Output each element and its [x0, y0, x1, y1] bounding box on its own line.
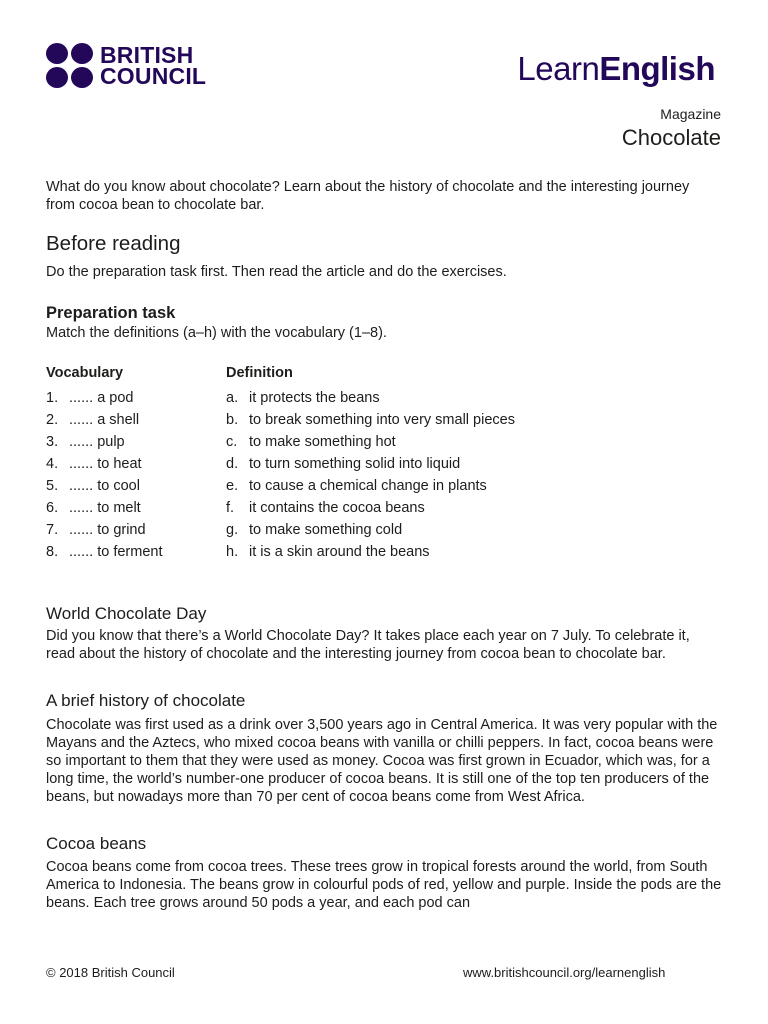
vocab-word: ...... to melt: [69, 500, 141, 516]
cocoa-beans-text: Cocoa beans come from cocoa trees. These trees grow in tropical forests around the world, from South America to Indonesia. The beans grow in colourful pods of red, yellow and purple. Inside the pods are the beans. Each tree grows around 50 pods a year, and each pod can: [46, 859, 722, 911]
vocab-word: ...... to cool: [69, 478, 140, 494]
before-reading-text: Do the preparation task first. Then read the article and do the exercises.: [46, 264, 507, 280]
before-reading-section: [46, 232, 722, 256]
history-text: Chocolate was first used as a drink over 3,500 years ago in Central America. It was very popular with the Mayans and the Aztecs, who mixed cocoa beans with vanilla or chilli peppers. In fact, cocoa beans were so important to them that they were used as money. Cocoa was first grown in Ecuador, which was, for a long time, the world’s number-one producer of cocoa beans. It is still one of the top ten producers of the beans, but nowadays more than 70 per cent of cocoa beans come from West Africa.: [46, 717, 718, 805]
definition-letter: d.: [226, 456, 239, 472]
preparation-section: [46, 304, 722, 323]
definition-text: it is a skin around the beans: [249, 544, 430, 560]
vocab-number: 8.: [46, 544, 59, 560]
bc-logo-line2: COUNCIL: [100, 63, 207, 89]
preparation-heading: Preparation task: [46, 304, 176, 322]
vocab-word: ...... a shell: [69, 412, 140, 428]
cocoa-beans-section: [46, 834, 722, 854]
le-logo-light: Learn: [517, 50, 600, 87]
definition-letter: g.: [226, 522, 239, 538]
vocabulary-header: Vocabulary: [46, 365, 124, 381]
definition-text: to turn something solid into liquid: [249, 456, 461, 472]
before-reading-heading: Before reading: [46, 232, 181, 255]
copyright-text: © 2018 British Council: [46, 965, 175, 980]
vocab-word: ...... to ferment: [69, 544, 163, 560]
vocab-number: 5.: [46, 478, 59, 494]
definition-letter: f.: [226, 500, 235, 516]
vocab-number: 4.: [46, 456, 59, 472]
definition-header: Definition: [226, 365, 293, 381]
definition-text: to break something into very small pieces: [249, 412, 515, 428]
footer-url: www.britishcouncil.org/learnenglish: [463, 965, 666, 980]
learnenglish-logo: [517, 50, 715, 88]
intro-section: [46, 178, 722, 214]
world-chocolate-day-section: [46, 604, 722, 624]
vocab-word: ...... pulp: [69, 434, 125, 450]
history-heading: A brief history of chocolate: [46, 691, 246, 710]
page-title: Chocolate: [621, 125, 721, 150]
definition-letter: h.: [226, 544, 239, 560]
world-chocolate-day-text: Did you know that there’s a World Chocolate Day? It takes place each year on 7 July. To celebrate it, read about the history of chocolate and the interesting journey from cocoa bean to chocolate bar.: [46, 628, 690, 662]
le-logo-bold: English: [599, 50, 715, 87]
british-council-dots-icon: [46, 43, 94, 89]
cocoa-beans-heading: Cocoa beans: [46, 834, 147, 853]
definition-letter: b.: [226, 412, 239, 428]
vocab-number: 2.: [46, 412, 59, 428]
definition-text: to cause a chemical change in plants: [249, 478, 487, 494]
vocab-number: 7.: [46, 522, 59, 538]
preparation-instruction: Match the definitions (a–h) with the vocabulary (1–8).: [46, 325, 387, 341]
vocab-word: ...... a pod: [69, 390, 134, 406]
vocab-word: ...... to heat: [69, 456, 142, 472]
history-section: [46, 691, 722, 711]
vocab-number: 3.: [46, 434, 59, 450]
world-chocolate-day-heading: World Chocolate Day: [46, 604, 207, 623]
definition-letter: c.: [226, 434, 238, 450]
magazine-label: Magazine: [660, 106, 721, 122]
bc-logo-line1: BRITISH: [100, 42, 194, 68]
definition-letter: a.: [226, 390, 239, 406]
definition-text: it contains the cocoa beans: [249, 500, 425, 516]
definition-text: to make something hot: [249, 434, 396, 450]
definition-text: it protects the beans: [249, 390, 380, 406]
vocab-number: 6.: [46, 500, 59, 516]
definition-letter: e.: [226, 478, 239, 494]
vocab-number: 1.: [46, 390, 59, 406]
definition-text: to make something cold: [249, 522, 403, 538]
intro-text: What do you know about chocolate? Learn about the history of chocolate and the interesting journey from cocoa bean to chocolate bar.: [46, 179, 690, 213]
british-council-logo: [46, 43, 206, 89]
vocab-word: ...... to grind: [69, 522, 146, 538]
